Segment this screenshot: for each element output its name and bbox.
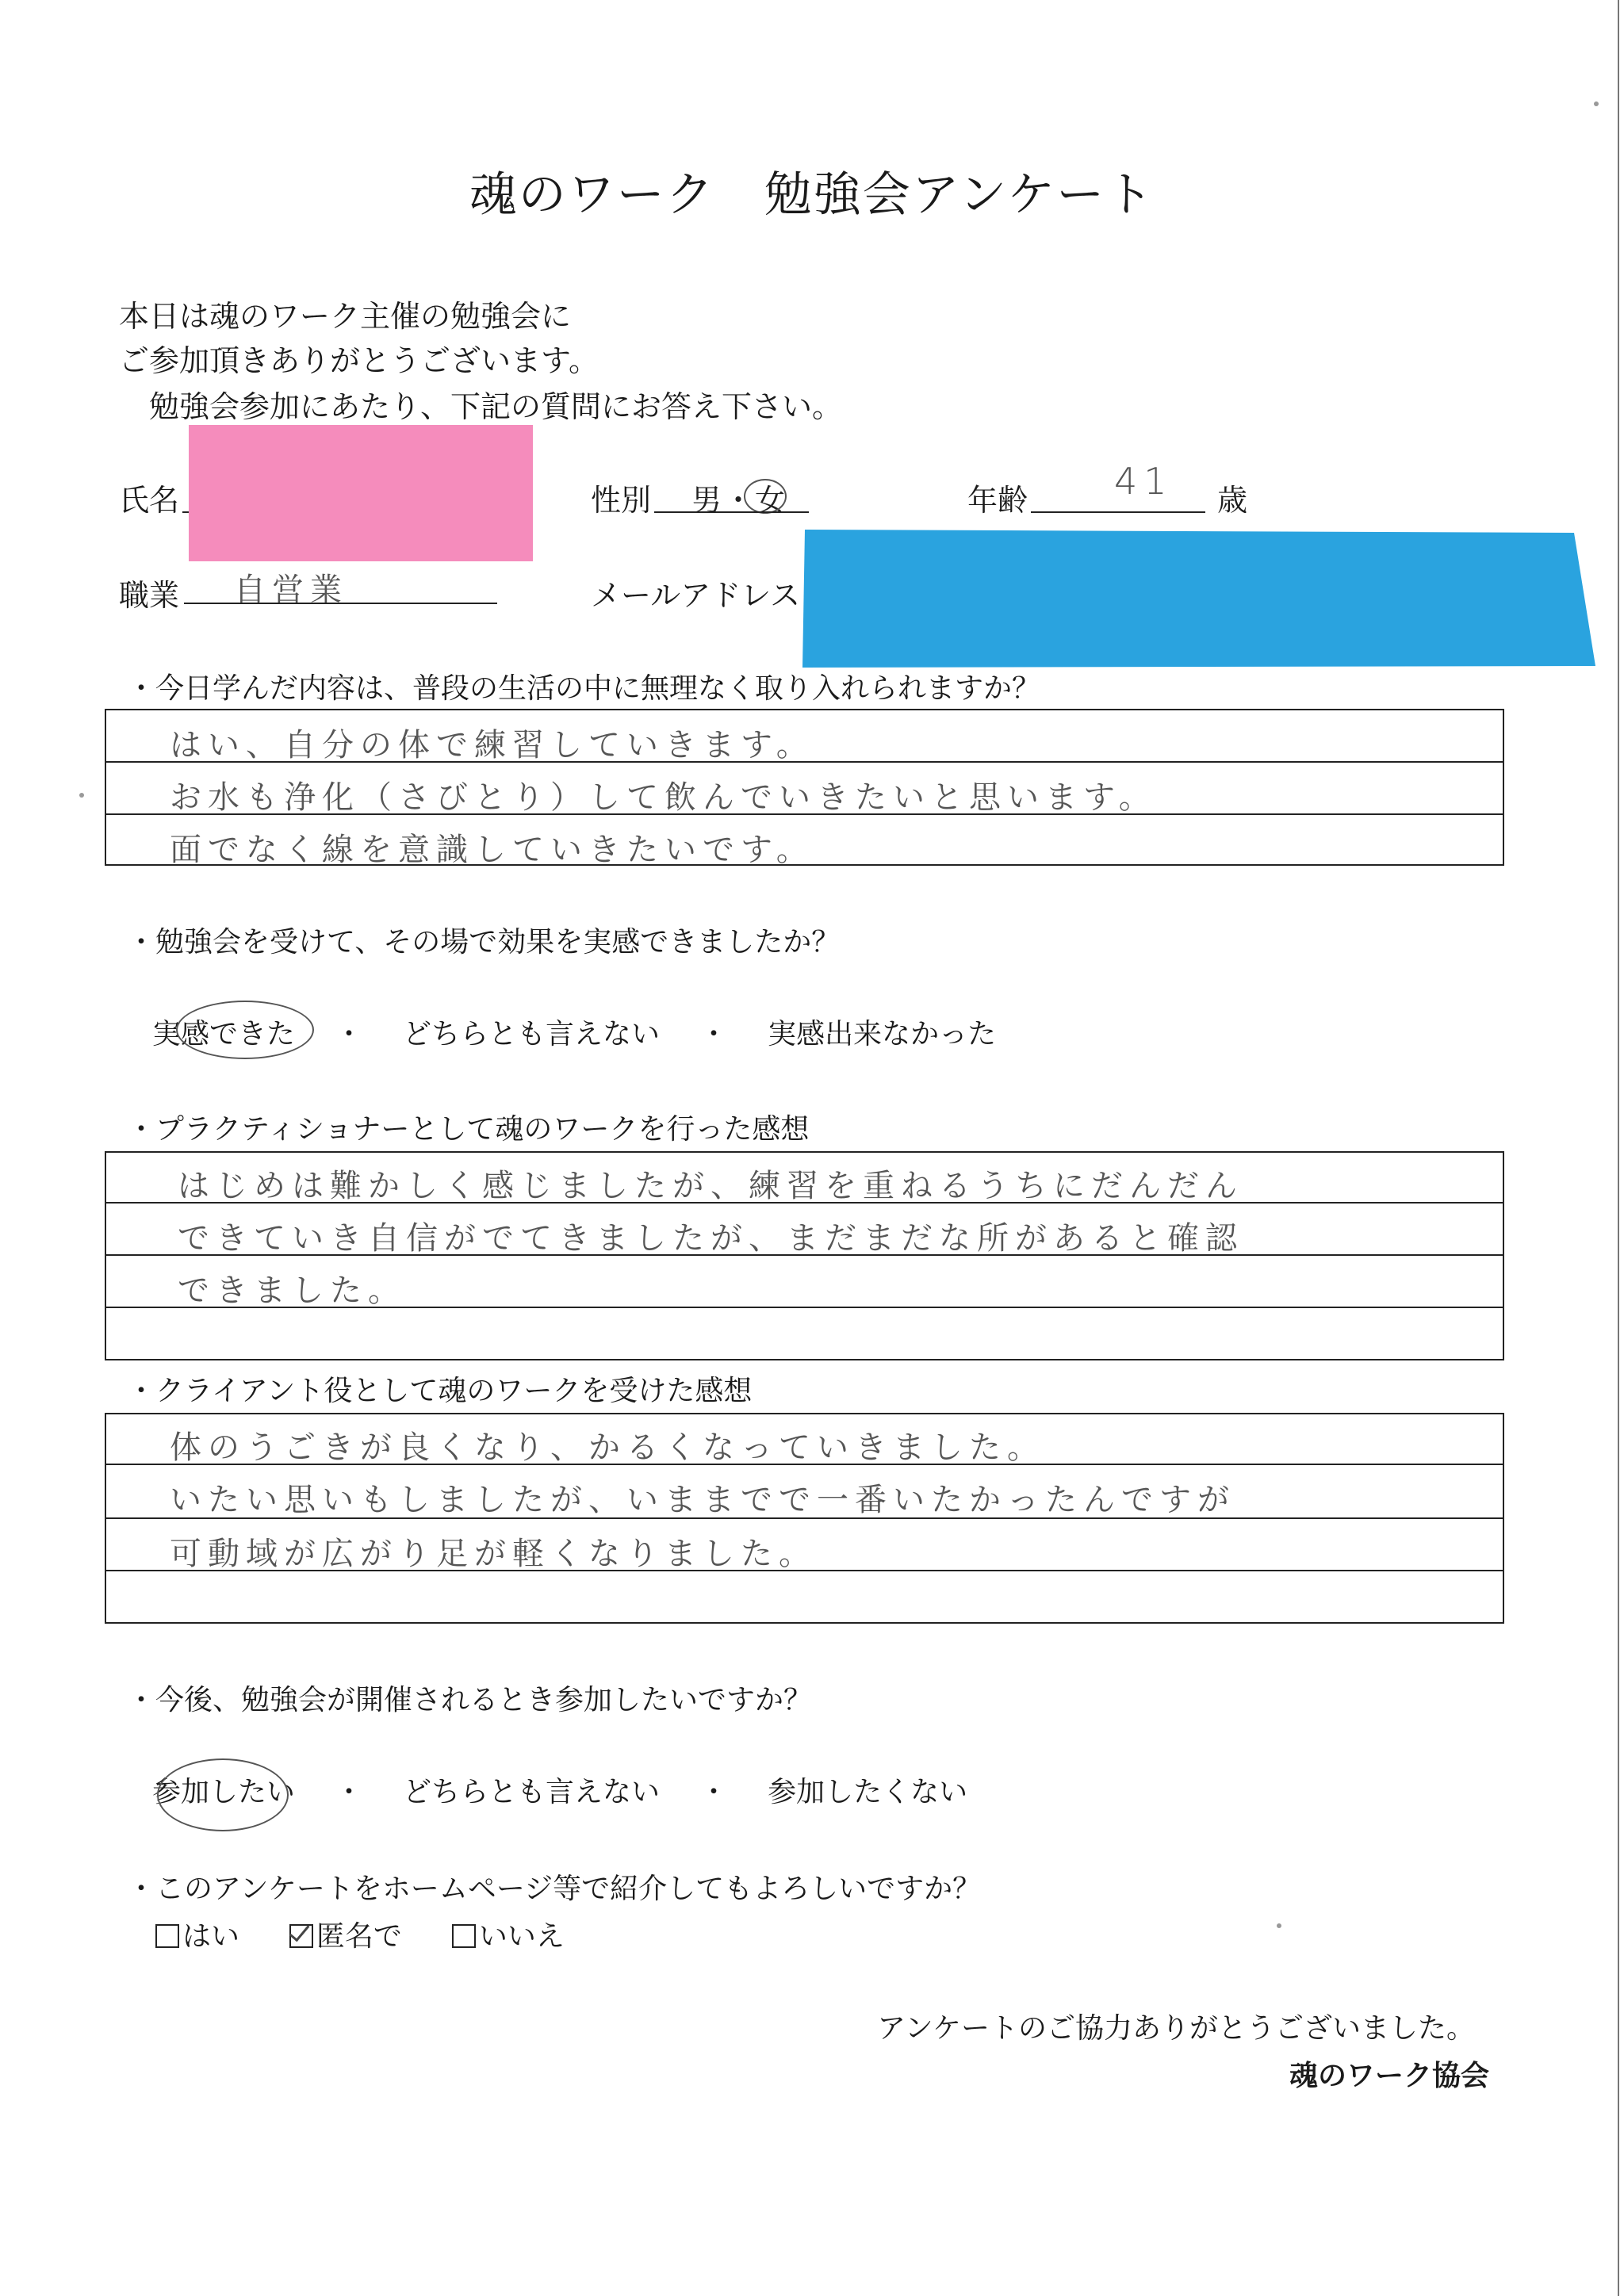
scan-speck xyxy=(1594,101,1599,106)
checkbox-yes[interactable] xyxy=(155,1924,179,1948)
q1-answer-1: はい、自分の体で練習していきます。 xyxy=(170,727,814,763)
q2-separator: ・ xyxy=(699,1018,729,1050)
q2-separator: ・ xyxy=(335,1018,364,1050)
q4-question: ・クライアント役として魂のワークを受けた感想 xyxy=(127,1375,753,1407)
email-redaction xyxy=(793,523,1602,674)
name-label: 氏名 xyxy=(119,483,180,518)
q3-answer-1: はじめは難かしく感じましたが、練習を重ねるうちにだんだん xyxy=(178,1168,1243,1204)
q6-option-1: はい xyxy=(182,1920,240,1953)
q3-answer-3: できました。 xyxy=(178,1272,406,1309)
q2-option-2: どちらとも言えない xyxy=(403,1018,661,1050)
q5-option-3: 参加したくない xyxy=(768,1776,968,1808)
q6-option-2: 匿名で xyxy=(316,1920,402,1953)
gender-selection-circle xyxy=(744,479,787,514)
q1-answer-box xyxy=(105,709,1504,866)
footer-org: 魂のワーク協会 xyxy=(1289,2060,1489,2092)
q2-option-3: 実感出来なかった xyxy=(768,1018,997,1050)
age-label: 年齢 xyxy=(967,483,1028,518)
checkbox-anonymous[interactable] xyxy=(289,1924,313,1948)
intro-line-2: ご参加頂きありがとうございます。 xyxy=(119,343,599,378)
q2-question: ・勉強会を受けて、その場で効果を実感できましたか？ xyxy=(127,926,841,959)
q5-separator: ・ xyxy=(335,1776,364,1808)
q5-option-2: どちらとも言えない xyxy=(403,1776,661,1808)
q3-question: ・プラクティショナーとして魂のワークを行った感想 xyxy=(127,1113,810,1146)
q4-answer-1: 体のうごきが良くなり、かるくなっていきました。 xyxy=(170,1429,1045,1466)
name-redaction xyxy=(189,425,533,561)
job-label: 職業 xyxy=(119,578,180,613)
gender-value: 男・女 xyxy=(691,483,787,518)
q3-answer-box xyxy=(105,1151,1504,1360)
q3-answer-row xyxy=(106,1153,1503,1203)
q3-answer-row xyxy=(106,1256,1503,1308)
q5-selection-circle xyxy=(157,1758,289,1831)
q6-question: ・このアンケートをホームページ等で紹介してもよろしいですか？ xyxy=(127,1873,982,1905)
scan-edge xyxy=(1618,0,1619,2296)
q4-answer-2: いたい思いもしましたが、いままでで一番いたかったんですが xyxy=(170,1482,1235,1518)
q3-answer-row xyxy=(106,1203,1503,1256)
q4-answer-box xyxy=(105,1413,1504,1624)
q3-answer-row xyxy=(106,1308,1503,1360)
q3-answer-2: できていき自信がでてきましたが、まだまだな所があると確認 xyxy=(178,1220,1243,1257)
scan-speck xyxy=(1277,1923,1281,1928)
q4-answer-row xyxy=(106,1519,1503,1571)
q4-answer-3: 可動域が広がり足が軽くなりました。 xyxy=(170,1536,817,1572)
q1-answer-2: お水も浄化（さびとり）して飲んでいきたいと思います。 xyxy=(170,779,1157,816)
age-unit: 歳 xyxy=(1217,483,1248,518)
q4-answer-row xyxy=(106,1465,1503,1519)
q2-option-1: 実感できた xyxy=(152,1018,296,1050)
q2-selection-circle xyxy=(176,1001,314,1059)
footer-thanks: アンケートのご協力ありがとうございました。 xyxy=(877,2012,1475,2045)
age-value: 41 xyxy=(1114,460,1174,503)
q1-answer-3: 面でなく線を意識していきたいです。 xyxy=(170,832,814,868)
q6-options xyxy=(155,1914,565,1954)
q1-answer-row xyxy=(106,815,1503,866)
job-underline xyxy=(184,603,497,604)
age-underline xyxy=(1031,511,1205,513)
q1-answer-row xyxy=(106,710,1503,763)
q1-answer-row xyxy=(106,763,1503,815)
gender-underline xyxy=(654,511,809,513)
q1-question: ・今日学んだ内容は、普段の生活の中に無理なく取り入れられますか？ xyxy=(127,672,1041,705)
intro-line-3: 勉強会参加にあたり、下記の質問にお答え下さい。 xyxy=(119,389,843,424)
scan-speck xyxy=(79,793,84,798)
q6-option-3: いいえ xyxy=(478,1920,565,1953)
q4-answer-row xyxy=(106,1571,1503,1624)
email-label: メールアドレス xyxy=(591,578,801,613)
q5-question: ・今後、勉強会が開催されるとき参加したいですか？ xyxy=(127,1684,813,1716)
q5-separator: ・ xyxy=(699,1776,729,1808)
q4-answer-row xyxy=(106,1414,1503,1465)
checkbox-no[interactable] xyxy=(452,1924,476,1948)
gender-label: 性別 xyxy=(591,483,652,518)
intro-line-1: 本日は魂のワーク主催の勉強会に xyxy=(119,299,572,334)
q5-option-1: 参加したい xyxy=(152,1776,296,1808)
job-value: 自営業 xyxy=(234,572,348,608)
page-title: 魂のワーク 勉強会アンケート xyxy=(469,167,1155,223)
